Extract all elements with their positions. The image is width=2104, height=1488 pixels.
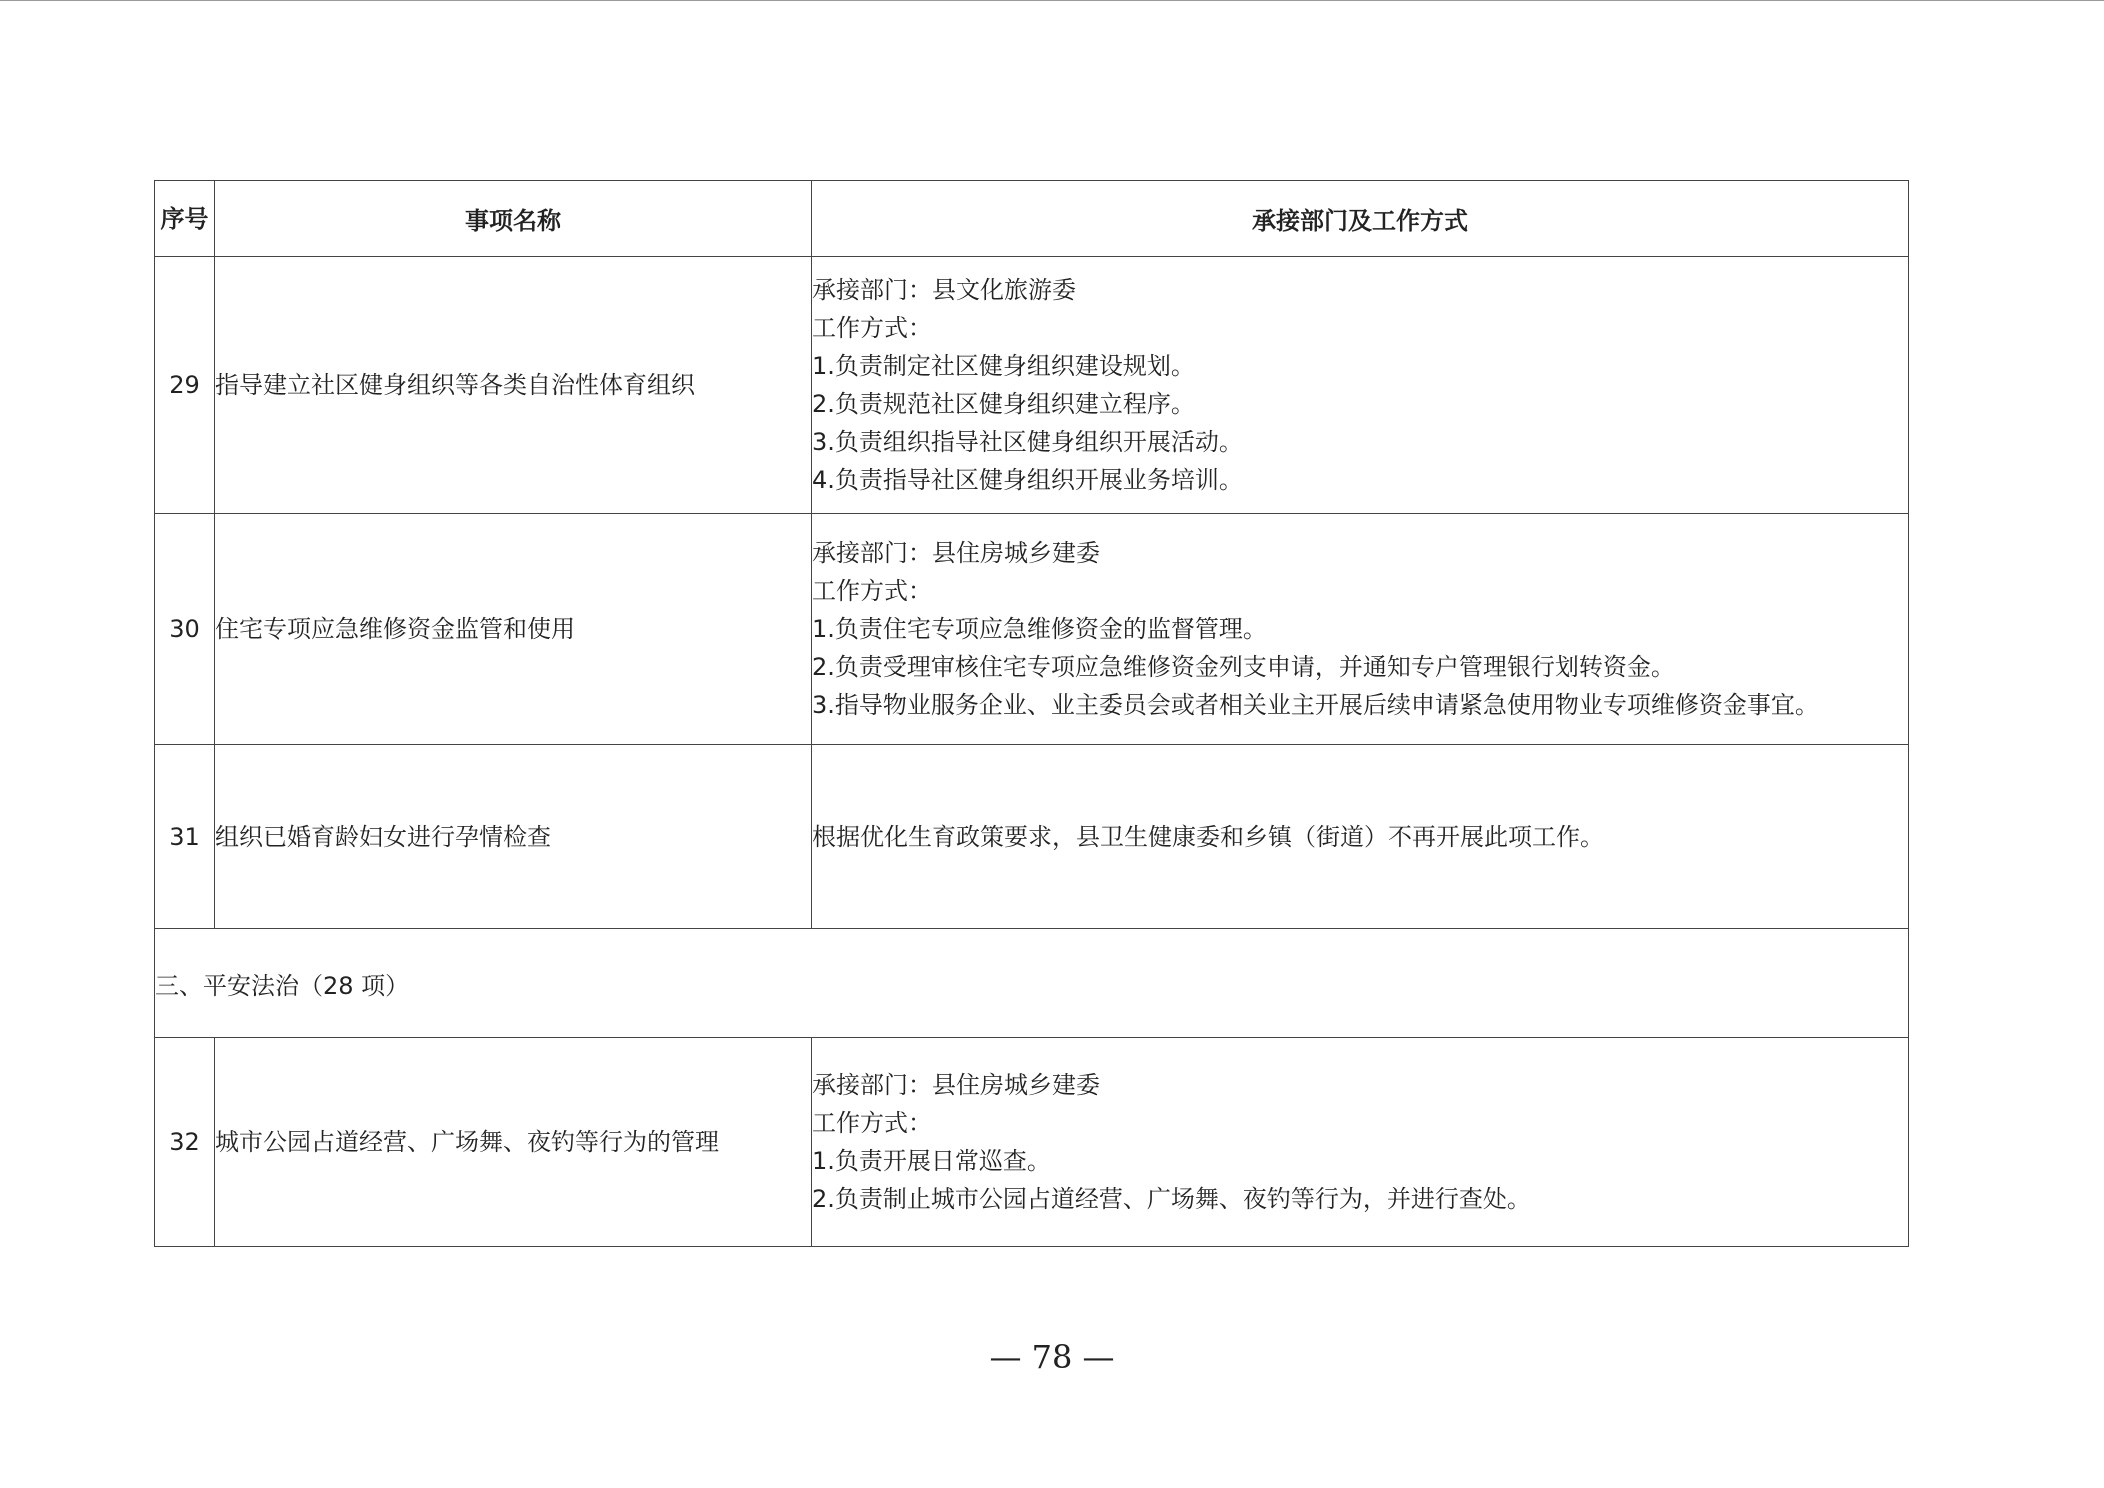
page-number: — 78 —	[989, 1338, 1115, 1376]
row-seq: 29	[155, 257, 215, 514]
row-seq: 30	[155, 514, 215, 745]
text-line: 1.负责开展日常巡查。	[812, 1147, 1051, 1175]
section-row	[155, 929, 1909, 1038]
row-dept-method	[812, 257, 1909, 514]
text-line: 3.指导物业服务企业、业主委员会或者相关业主开展后续申请紧急使用物业专项维修资金事宜。	[812, 691, 1819, 719]
table-row	[155, 514, 1909, 745]
top-border-line	[0, 0, 2104, 1]
text-line: 1.负责住宅专项应急维修资金的监督管理。	[812, 615, 1267, 643]
text-line: 承接部门：县住房城乡建委	[812, 539, 1100, 567]
row-seq: 32	[155, 1038, 215, 1247]
row-item-name: 城市公园占道经营、广场舞、夜钓等行为的管理	[215, 1038, 812, 1247]
text-line: 工作方式：	[812, 1109, 932, 1137]
text-line: 工作方式：	[812, 314, 932, 342]
header-dept-method: 承接部门及工作方式	[812, 181, 1909, 257]
row-dept-method	[812, 745, 1909, 929]
row-item-name: 指导建立社区健身组织等各类自治性体育组织	[215, 257, 812, 514]
row-item-name: 住宅专项应急维修资金监管和使用	[215, 514, 812, 745]
text-line: 2.负责制止城市公园占道经营、广场舞、夜钓等行为，并进行查处。	[812, 1185, 1531, 1213]
text-line: 承接部门：县文化旅游委	[812, 276, 1076, 304]
text-line: 1.负责制定社区健身组织建设规划。	[812, 352, 1195, 380]
header-seq: 序号	[155, 181, 215, 257]
responsibility-table	[154, 180, 1909, 1247]
row-seq: 31	[155, 745, 215, 929]
header-item-name: 事项名称	[215, 181, 812, 257]
table-row	[155, 1038, 1909, 1247]
text-line: 2.负责受理审核住宅专项应急维修资金列支申请，并通知专户管理银行划转资金。	[812, 653, 1675, 681]
text-line: 4.负责指导社区健身组织开展业务培训。	[812, 466, 1243, 494]
row-item-name: 组织已婚育龄妇女进行孕情检查	[215, 745, 812, 929]
text-line: 根据优化生育政策要求，县卫生健康委和乡镇（街道）不再开展此项工作。	[812, 822, 1604, 851]
text-line: 3.负责组织指导社区健身组织开展活动。	[812, 428, 1243, 456]
table-header-row	[155, 181, 1909, 257]
text-line: 工作方式：	[812, 577, 932, 605]
table-row	[155, 745, 1909, 929]
section-heading: 三、平安法治（28 项）	[155, 929, 1909, 1038]
text-line: 2.负责规范社区健身组织建立程序。	[812, 390, 1195, 418]
row-dept-method	[812, 514, 1909, 745]
table-row	[155, 257, 1909, 514]
row-dept-method	[812, 1038, 1909, 1247]
text-line: 承接部门：县住房城乡建委	[812, 1071, 1100, 1099]
